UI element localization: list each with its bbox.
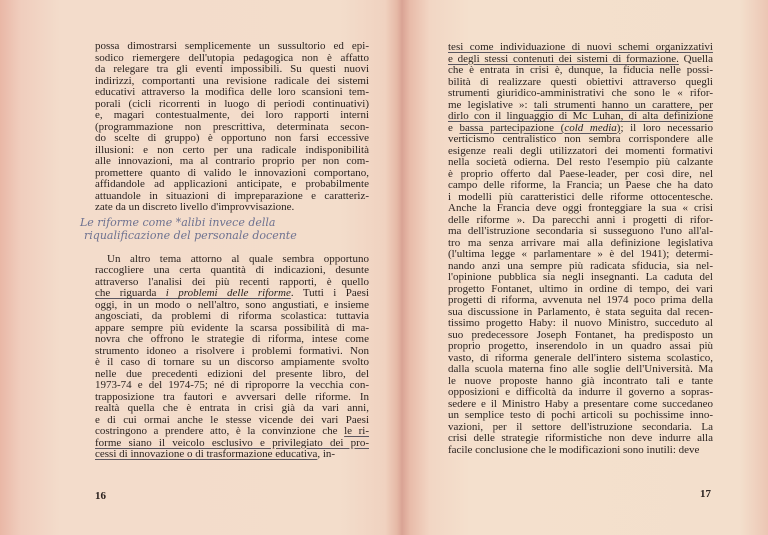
marked-text: bassa partecipazione ( (459, 121, 565, 134)
text-segment: nelle due precedenti edizioni del presente libro, del (95, 367, 369, 380)
text-segment: e, magari contestualmente, dei loro rapporti interni (95, 109, 369, 121)
marked-text: ) (616, 121, 621, 134)
left-page-text (95, 41, 369, 461)
text-segment: attraverso l'analisi dei più recenti rapporti, è quello (95, 275, 369, 288)
text-segment: oggi, in un modo o nell'altro, sono angustiati, e insieme (95, 298, 369, 311)
text-segment: nando anzi una sempre più radicata sfiducia, sia nel- (448, 259, 713, 272)
handwritten-note (80, 216, 297, 242)
text-segment: me legislative »: (448, 98, 534, 111)
text-segment: i modelli più caratteristici delle riforme ottocentesche. (448, 190, 713, 203)
text-segment: appare sempre più evidente la scarsa possibilità di ma- (95, 321, 369, 334)
text-segment: l'opinione pubblica sia negli insegnanti. La caduta del (448, 271, 713, 283)
text-segment: alle innovazioni, ma al contrario proprio per non com- (95, 155, 369, 167)
text-segment: strumenti giuridico-amministrativi che sono le « rifor- (448, 87, 713, 99)
text-segment: , in- (317, 448, 336, 460)
text-segment: strumento idoneo a risolvere i problemi formativi. Non (95, 344, 369, 357)
text-segment: un semplice testo di pochi articoli su pochissime inno- (448, 409, 713, 421)
text-segment: illusioni: e non certo per una radicale indisponibilità (95, 143, 369, 156)
marked-text: i problemi delle riforme (165, 287, 291, 299)
marked-text: che riguarda (95, 287, 166, 299)
text-line (95, 202, 369, 214)
marked-text: le ri- (344, 425, 369, 437)
marked-text: e degli stessi contenuti dei sistemi di formazione. (448, 52, 679, 65)
text-segment: opposizioni e difficoltà da indurre il governo a sopras- (448, 386, 713, 398)
text-segment: tro ma senza arrivare mai alla definizione legislativa (448, 236, 713, 249)
text-segment: campo delle riforme, la Francia; un Paese che ha dato (448, 179, 713, 191)
text-segment: angosciati, da problemi di riforma scolastica: tuttavia (95, 310, 369, 322)
text-segment: Un altro tema attorno al quale sembra opportuno (107, 252, 369, 265)
text-segment: Anche la Francia deve oggi fronteggiare la sua « crisi (448, 202, 713, 214)
text-segment: suo predecessore Joseph Fontanet, ha predisposto un (448, 328, 713, 341)
text-segment: indirizzi, comportanti una revisione radicale dei sistemi (95, 74, 369, 87)
text-line (95, 449, 369, 461)
marked-text: cessi di innovazione o di trasformazione educativa (95, 448, 318, 460)
text-segment: zate da un discreto livello d'improvvisazione. (95, 201, 295, 213)
paragraph (448, 42, 713, 456)
text-segment: sodico riemergere dell'utopia pedagogica non è affatto (95, 51, 369, 64)
text-segment: trapposizione tra fautori e avversari delle riforme. In (95, 390, 369, 403)
text-segment: realtà quella che è entrata in crisi già da vari anni, (95, 402, 369, 414)
text-segment: facile conclusione che le modificazioni sono inutili: deve (448, 443, 700, 456)
text-line (448, 445, 713, 457)
text-segment: porali (cicli ricorrenti in luogo di periodi continuativi) (95, 97, 369, 110)
text-segment: dalla scuola materna fino alle soglie dell'Università. Ma (448, 363, 713, 375)
marked-text: cold media (564, 121, 617, 134)
text-segment: e di cui ormai anche le stesse vicende dei vari Paesi (95, 413, 369, 426)
text-segment: 1973-74 e del 1974-75; né di riproporre la vecchia con- (95, 379, 369, 391)
text-segment: costringono a prendere atto, è la convinzione che (95, 425, 345, 437)
text-segment: . Tutti i Paesi (290, 287, 369, 299)
right-page-text (448, 42, 713, 456)
text-segment: le nuove proposte hanno già incontrato tali e tante (448, 374, 713, 387)
text-segment: possa dimostrarsi semplicemente un sussultorio ed epi- (95, 40, 369, 52)
text-segment: è proprio offerto dal Paese-leader, per così dire, nel (448, 167, 713, 180)
handwritten-note-line: riqualificazione del personale docente (84, 229, 297, 242)
text-segment: tissimo progetto Haby: il nuovo Ministro, succeduto al (448, 317, 713, 329)
text-segment: (l'ultima legge « parlamentare » è del 1941); determi- (448, 248, 713, 260)
text-segment: è il caso di tornare su un discorso ampiamente svolto (95, 356, 369, 368)
text-segment: verticismo centralistico non sembra corrispondere alle (448, 133, 713, 145)
marked-text: dirlo con il linguaggio di Mc Luhan, di alta definizione (448, 110, 713, 122)
marked-text: forme siano il veicolo esclusivo e privilegiato dei pro- (95, 436, 369, 449)
text-segment: nella società odierna. Del resto l'esempio più calzante (448, 156, 713, 168)
text-segment: sua discussione in Parlamento, è stata seguita dal recen- (448, 305, 713, 318)
marked-text: tesi come individuazione di nuovi schemi organizzativi (448, 41, 713, 53)
text-segment: novra che offrono le strategie di riforma, intese come (95, 333, 369, 345)
text-segment: proprio progetto, inserendolo in un quadro assai più (448, 340, 713, 352)
text-segment: (programmazione non prescrittiva, determinata secon- (95, 120, 369, 133)
text-segment: sedere e il Ministro Haby a presentare come succedaneo (448, 397, 713, 410)
text-segment: progetti di riforma, avvenuta nel 1974 poco prima della (448, 294, 713, 306)
text-segment: delle riforme ». Da parecchi anni i progetti di rifor- (448, 213, 713, 226)
page-number: 16 (95, 490, 106, 502)
text-segment: che è entrata in crisi è, dunque, la fiducia nelle possi- (448, 64, 713, 76)
text-segment: esigenze reali degli utilizzatori dei momenti formativi (448, 144, 713, 157)
text-segment: educativi attraverso la modifica delle loro scansioni tem- (95, 86, 369, 98)
paragraph (95, 254, 369, 461)
text-segment: Quella (678, 52, 713, 65)
text-segment: ; il loro necessario (620, 121, 713, 134)
text-segment: attuandole in situazioni di impreparazione e caratteriz- (95, 189, 369, 202)
text-segment: ma dell'istruzione secondaria si susseguono l'uno all'al- (448, 225, 713, 237)
text-segment: do scelte di gruppo) è opportuno non farsi eccessive (95, 132, 369, 144)
text-segment: da relegare tra gli eventi impossibili. Su questi nuovi (95, 63, 369, 75)
page-number: 17 (700, 488, 711, 500)
text-segment: affidandole ad applicazioni anticipate, e probabilmente (95, 178, 369, 190)
text-segment: vazioni, per il settore dell'istruzione secondaria. La (448, 420, 713, 433)
text-segment: raccogliere una certa quantità di indicazioni, desunte (95, 264, 369, 276)
text-segment: e (448, 121, 460, 134)
paragraph (95, 41, 369, 214)
text-segment: vasto, di riforma generale dell'intero sistema scolastico, (448, 351, 713, 364)
handwritten-note-line: Le riforme come *alibi invece della (80, 216, 276, 229)
text-segment: bilità di realizzare questi obiettivi attraverso quegli (448, 75, 713, 88)
text-segment: promettere quanto di valido le innovazioni comportano, (95, 166, 369, 179)
marked-text: tali strumenti hanno un carattere, per (533, 98, 713, 111)
text-segment: progetto Fontanet, ultimo in ordine di tempo, dei vari (448, 282, 713, 295)
right-page (402, 0, 768, 535)
text-segment: crisi delle strategie riformistiche non deve indurre alla (448, 432, 713, 444)
